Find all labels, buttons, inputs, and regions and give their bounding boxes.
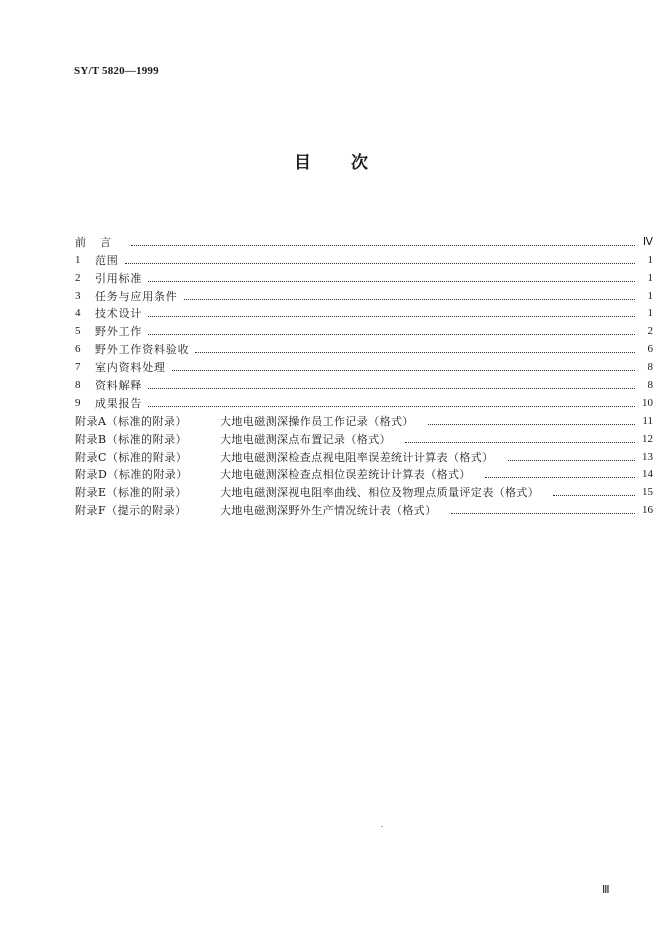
toc-entry-title: 室内资料处理 xyxy=(95,361,166,375)
toc-entry-chapter[interactable] xyxy=(75,338,653,356)
dot-leader xyxy=(125,262,635,264)
toc-entry-chapter[interactable] xyxy=(75,249,653,267)
toc-entry-foreword[interactable] xyxy=(75,231,653,249)
toc-entry-chapter[interactable] xyxy=(75,356,653,374)
toc-page-number: Ⅳ xyxy=(642,235,653,248)
toc-entry-title: 技术设计 xyxy=(95,307,143,321)
toc-entry-title: 任务与应用条件 xyxy=(95,289,178,303)
toc-entry-title: 成果报告 xyxy=(95,396,143,410)
title-char-1: 目 xyxy=(294,153,311,173)
dot-leader xyxy=(184,298,635,300)
dot-leader xyxy=(148,387,635,389)
toc-page-number: 10 xyxy=(642,396,653,409)
toc-entry-chapter[interactable] xyxy=(75,320,653,338)
toc-page-number: 12 xyxy=(642,432,653,445)
standard-code: SY/T 5820—1999 xyxy=(74,65,159,77)
dot-leader xyxy=(195,351,635,353)
toc-chapter-number: 4 xyxy=(75,307,81,320)
toc-entry-chapter[interactable] xyxy=(75,285,653,303)
toc-page-number: 15 xyxy=(642,486,653,499)
dot-leader xyxy=(508,459,635,461)
title-char-2: 次 xyxy=(351,153,368,173)
toc-page-number: 1 xyxy=(647,307,653,320)
toc-entry-title: 范围 xyxy=(95,253,119,267)
dot-leader xyxy=(485,476,635,478)
toc-page-number: 1 xyxy=(647,271,653,284)
toc-entry-title: 前言 xyxy=(75,235,125,249)
toc-chapter-number: 7 xyxy=(75,361,81,374)
dot-leader xyxy=(428,423,635,425)
toc-appendix-label: 附录D（标准的附录） xyxy=(75,468,188,482)
toc-entry-title: 野外工作 xyxy=(95,325,143,339)
toc-entry-title: 资料解释 xyxy=(95,379,143,393)
toc-entry-chapter[interactable] xyxy=(75,303,653,321)
dot-leader xyxy=(172,369,635,371)
toc-page-number: 1 xyxy=(647,289,653,302)
toc-chapter-number: 9 xyxy=(75,396,81,409)
toc-entry-appendix[interactable] xyxy=(75,428,653,446)
toc-page-number: 2 xyxy=(647,325,653,338)
toc-page-number: 13 xyxy=(642,450,653,463)
toc-appendix-label: 附录A（标准的附录） xyxy=(75,414,187,428)
toc-chapter-number: 1 xyxy=(75,253,81,266)
toc-page-number: 6 xyxy=(647,343,653,356)
toc-chapter-number: 5 xyxy=(75,325,81,338)
toc-entry-chapter[interactable] xyxy=(75,374,653,392)
toc-page-number: 1 xyxy=(647,253,653,266)
dot-leader xyxy=(148,315,635,317)
toc-entry-title: 大地电磁测深点布置记录（格式） xyxy=(220,432,391,446)
toc-entry-appendix[interactable] xyxy=(75,410,653,428)
page-folio: Ⅲ xyxy=(602,884,610,896)
toc-chapter-number: 8 xyxy=(75,379,81,392)
toc-appendix-label: 附录F（提示的附录） xyxy=(75,504,187,518)
toc-entry-title: 大地电磁测深检查点视电阻率误差统计计算表（格式） xyxy=(220,450,494,464)
toc-entry-title: 大地电磁测深视电阻率曲线、相位及物理点质量评定表（格式） xyxy=(220,486,540,500)
toc-entry-title: 大地电磁测深操作员工作记录（格式） xyxy=(220,414,414,428)
toc-entry-title: 大地电磁测深野外生产情况统计表（格式） xyxy=(220,504,437,518)
toc-appendix-label: 附录E（标准的附录） xyxy=(75,486,188,500)
toc-page-number: 16 xyxy=(642,504,653,517)
dot-leader xyxy=(131,244,635,246)
dot-leader xyxy=(451,512,635,514)
toc-chapter-number: 3 xyxy=(75,289,81,302)
table-of-contents xyxy=(75,231,653,517)
toc-entry-appendix[interactable] xyxy=(75,446,653,464)
toc-entry-appendix[interactable] xyxy=(75,481,653,499)
scan-speck xyxy=(381,826,383,827)
toc-entry-title: 野外工作资料验收 xyxy=(95,343,190,357)
toc-entry-chapter[interactable] xyxy=(75,267,653,285)
toc-entry-appendix[interactable] xyxy=(75,464,653,482)
toc-chapter-number: 6 xyxy=(75,343,81,356)
toc-appendix-label: 附录B（标准的附录） xyxy=(75,432,188,446)
dot-leader xyxy=(148,405,635,407)
dot-leader xyxy=(148,333,635,335)
toc-entry-appendix[interactable] xyxy=(75,499,653,517)
toc-entry-title: 大地电磁测深检查点相位误差统计计算表（格式） xyxy=(220,468,471,482)
dot-leader xyxy=(148,280,635,282)
page-title xyxy=(0,148,662,173)
dot-leader xyxy=(553,494,635,496)
toc-entry-title: 引用标准 xyxy=(95,271,143,285)
toc-entry-chapter[interactable] xyxy=(75,392,653,410)
toc-page-number: 8 xyxy=(647,379,653,392)
toc-chapter-number: 2 xyxy=(75,271,81,284)
toc-appendix-label: 附录C（标准的附录） xyxy=(75,450,188,464)
toc-page-number: 8 xyxy=(647,361,653,374)
dot-leader xyxy=(405,441,635,443)
toc-page-number: 14 xyxy=(642,468,653,481)
toc-page-number: 11 xyxy=(642,414,653,427)
